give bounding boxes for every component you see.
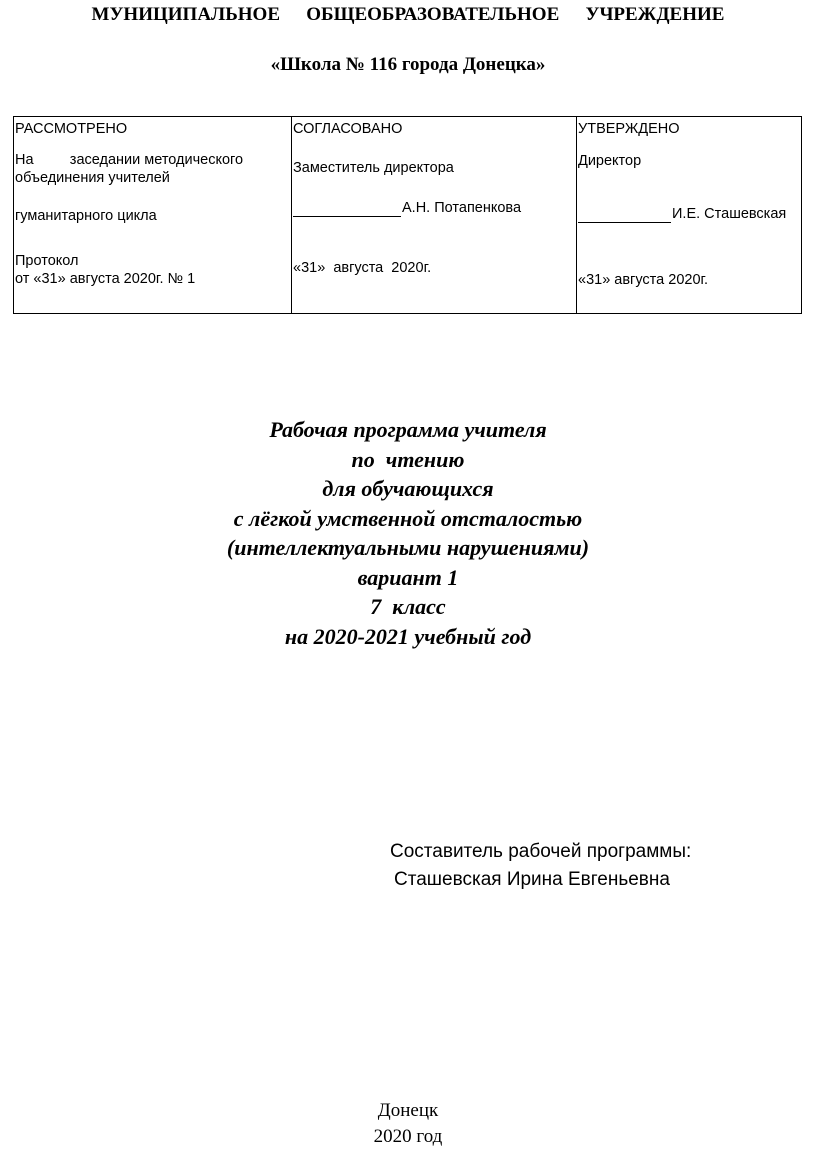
author-block	[390, 838, 691, 894]
author-label: Составитель рабочей программы:	[390, 841, 692, 862]
signature-line	[293, 202, 401, 217]
signature-line	[578, 208, 671, 223]
title-line: с лёгкой умственной отсталостью	[233, 505, 583, 531]
title-line: 7 класс	[370, 594, 446, 619]
protocol-label: Протокол	[15, 253, 79, 269]
approved-heading: УТВЕРЖДЕНО	[578, 121, 680, 137]
title-line: на 2020-2021 учебный год	[284, 623, 532, 649]
considered-column	[14, 117, 292, 313]
title-line: по чтению	[351, 446, 465, 472]
approved-column	[577, 117, 801, 313]
program-title	[0, 415, 816, 651]
school-name: «Школа № 116 города Донецка»	[270, 54, 546, 75]
considered-heading: РАССМОТРЕНО	[15, 121, 128, 137]
approved-position: Директор	[578, 153, 642, 169]
title-line: вариант 1	[357, 564, 459, 590]
protocol-date: от «31» августа 2020г. № 1	[15, 271, 196, 287]
considered-line3: гуманитарного цикла	[15, 208, 157, 224]
agreed-position: Заместитель директора	[293, 160, 454, 176]
title-line: (интеллектуальными нарушениями)	[226, 535, 590, 560]
agreed-signature	[293, 200, 521, 217]
organization-name: МУНИЦИПАЛЬНОЕ ОБЩЕОБРАЗОВАТЕЛЬНОЕ УЧРЕЖДЕНИЕ	[91, 4, 725, 25]
approved-signer: И.Е. Сташевская	[672, 206, 787, 222]
considered-line1: На заседании методического	[15, 152, 244, 168]
agreed-column	[292, 117, 577, 313]
title-line: Рабочая программа учителя	[269, 417, 547, 442]
agreed-heading: СОГЛАСОВАНО	[293, 121, 403, 137]
approval-table	[13, 116, 802, 314]
approved-date: «31» августа 2020г.	[578, 272, 709, 288]
agreed-signer: А.Н. Потапенкова	[402, 200, 522, 216]
title-line: для обучающихся	[322, 476, 494, 501]
footer	[0, 1098, 816, 1150]
considered-line2: объединения учителей	[15, 170, 170, 186]
footer-year: 2020 год	[373, 1126, 443, 1147]
approved-signature	[578, 206, 786, 223]
footer-city: Донецк	[377, 1100, 439, 1121]
agreed-date: «31» августа 2020г.	[293, 260, 432, 276]
author-name: Сташевская Ирина Евгеньевна	[394, 869, 670, 890]
